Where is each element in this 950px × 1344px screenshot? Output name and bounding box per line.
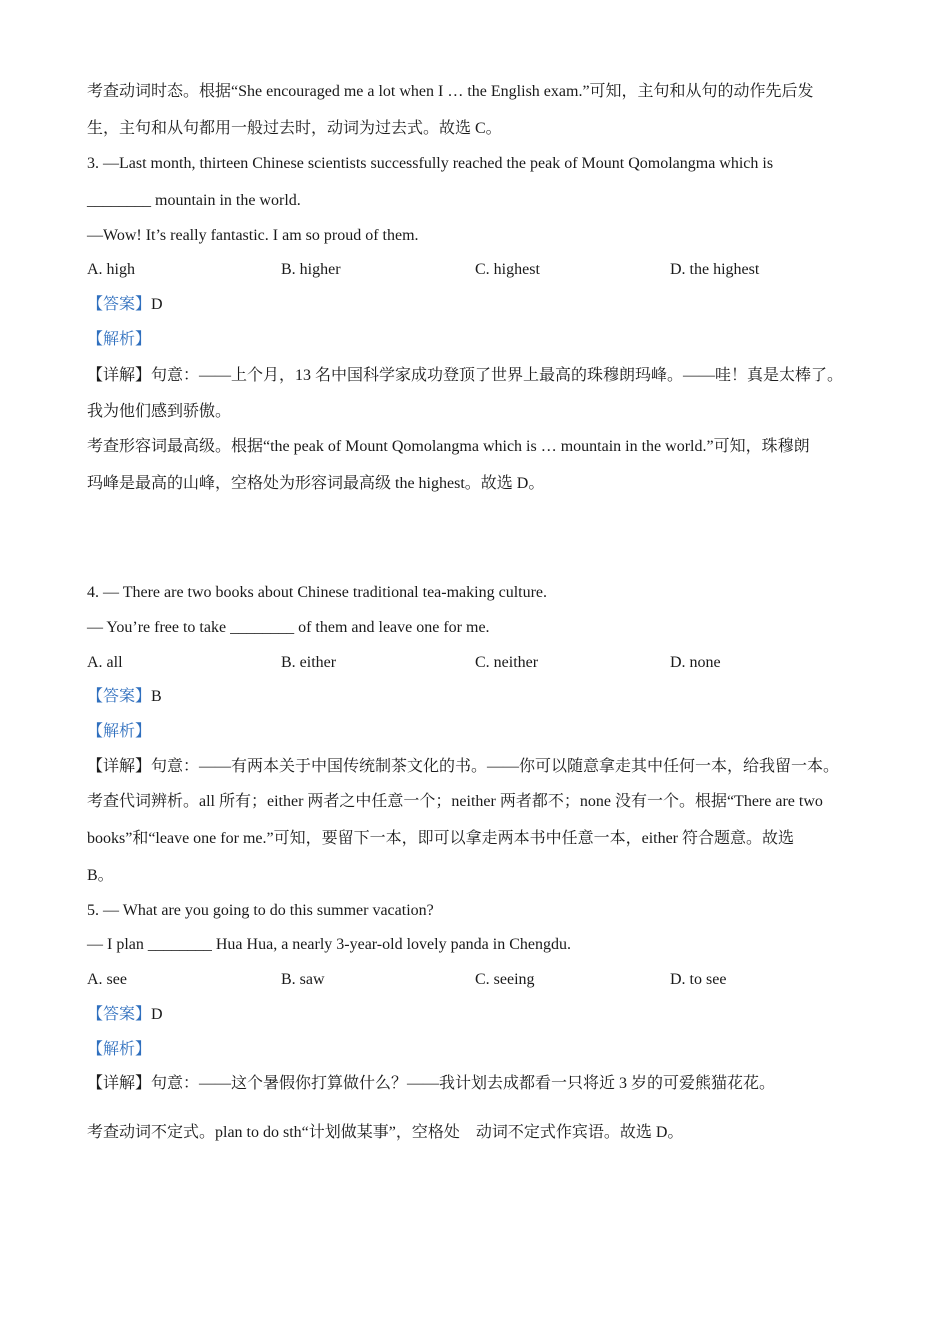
q5-answer-value: D bbox=[151, 1006, 163, 1023]
q3-option-c: C. highest bbox=[475, 261, 540, 278]
q3-option-b: B. higher bbox=[281, 261, 341, 278]
q3-detail-line-1 bbox=[87, 366, 843, 386]
q5-option-b: B. saw bbox=[281, 971, 325, 988]
q4-detail-line-1 bbox=[87, 757, 839, 777]
q3-answer bbox=[87, 295, 163, 315]
q3-detail-line-3: 考查形容词最高级。根据“the peak of Mount Qomolangma which is … mountain in the world.”可知，珠穆朗 bbox=[87, 438, 810, 455]
q2-explanation-line-1: 考查动词时态。根据“She encouraged me a lot when I … the English exam.”可知，主句和从句的动作先后发 bbox=[87, 83, 814, 100]
q3-option-d: D. the highest bbox=[670, 261, 760, 278]
q5-option-c: C. seeing bbox=[475, 971, 535, 988]
q3-option-a: A. high bbox=[87, 261, 135, 278]
q4-detail-text-1: 句意：——有两本关于中国传统制茶文化的书。——你可以随意拿走其中任何一本，给我留一本。 bbox=[151, 758, 840, 775]
q3-detail-text-1: 句意：——上个月，13 名中国科学家成功登顶了世界上最高的珠穆朗玛峰。——哇！真是太棒了。 bbox=[151, 367, 844, 384]
q3-analysis-label: 【解析】 bbox=[87, 331, 152, 348]
q4-detail-line-3: books”和“leave one for me.”可知，要留下一本，即可以拿走两本书中任意一本，either 符合题意。故选 bbox=[87, 830, 795, 847]
q5-detail-text-1: 句意：——这个暑假你打算做什么？——我计划去成都看一只将近 3 岁的可爱熊猫花花。 bbox=[151, 1075, 776, 1092]
q4-answer-value: B bbox=[151, 688, 162, 705]
q5-option-a: A. see bbox=[87, 971, 127, 988]
q4-detail-line-4: B。 bbox=[87, 867, 114, 884]
q4-option-b: B. either bbox=[281, 654, 337, 671]
q3-detail-label: 【详解】 bbox=[87, 367, 152, 384]
q5-option-d: D. to see bbox=[670, 971, 727, 988]
q5-detail-line-1 bbox=[87, 1074, 775, 1094]
q4-answer bbox=[87, 687, 162, 707]
q4-stem-line-1: 4. — There are two books about Chinese traditional tea-making culture. bbox=[87, 584, 548, 601]
q4-detail-line-2: 考查代词辨析。all 所有；either 两者之中任意一个；neither 两者都不；none 没有一个。根据“There are two bbox=[87, 793, 823, 810]
q3-detail-line-4: 玛峰是最高的山峰，空格处为形容词最高级 the highest。故选 D。 bbox=[87, 475, 545, 492]
q3-stem-line-1: 3. —Last month, thirteen Chinese scientists successfully reached the peak of Mount Qomolangma which is bbox=[87, 155, 774, 172]
q5-stem-line-2: — I plan ________ Hua Hua, a nearly 3-year-old lovely panda in Chengdu. bbox=[87, 936, 571, 953]
q4-option-d: D. none bbox=[670, 654, 721, 671]
q4-option-c: C. neither bbox=[475, 654, 539, 671]
q3-answer-label: 【答案】 bbox=[87, 296, 152, 313]
q5-answer bbox=[87, 1005, 163, 1025]
q2-explanation-line-2: 生，主句和从句都用一般过去时，动词为过去式。故选 C。 bbox=[87, 120, 502, 137]
q5-detail-label: 【详解】 bbox=[87, 1075, 152, 1092]
q5-analysis-label: 【解析】 bbox=[87, 1041, 152, 1058]
q5-answer-label: 【答案】 bbox=[87, 1006, 152, 1023]
q3-stem-line-2: ________ mountain in the world. bbox=[87, 192, 301, 209]
q4-detail-label: 【详解】 bbox=[87, 758, 152, 775]
q5-stem-line-1: 5. — What are you going to do this summer vacation? bbox=[87, 902, 434, 919]
q4-option-a: A. all bbox=[87, 654, 123, 671]
q4-stem-line-2: — You’re free to take ________ of them and leave one for me. bbox=[87, 619, 490, 636]
q4-answer-label: 【答案】 bbox=[87, 688, 152, 705]
q3-answer-value: D bbox=[151, 296, 163, 313]
q3-stem-line-3: —Wow! It’s really fantastic. I am so proud of them. bbox=[87, 227, 419, 244]
q3-detail-line-2: 我为他们感到骄傲。 bbox=[87, 403, 232, 420]
q4-analysis-label: 【解析】 bbox=[87, 723, 152, 740]
q5-detail-line-2: 考查动词不定式。plan to do sth“计划做某事”，空格处 动词不定式作宾语。故选 D。 bbox=[87, 1124, 684, 1141]
